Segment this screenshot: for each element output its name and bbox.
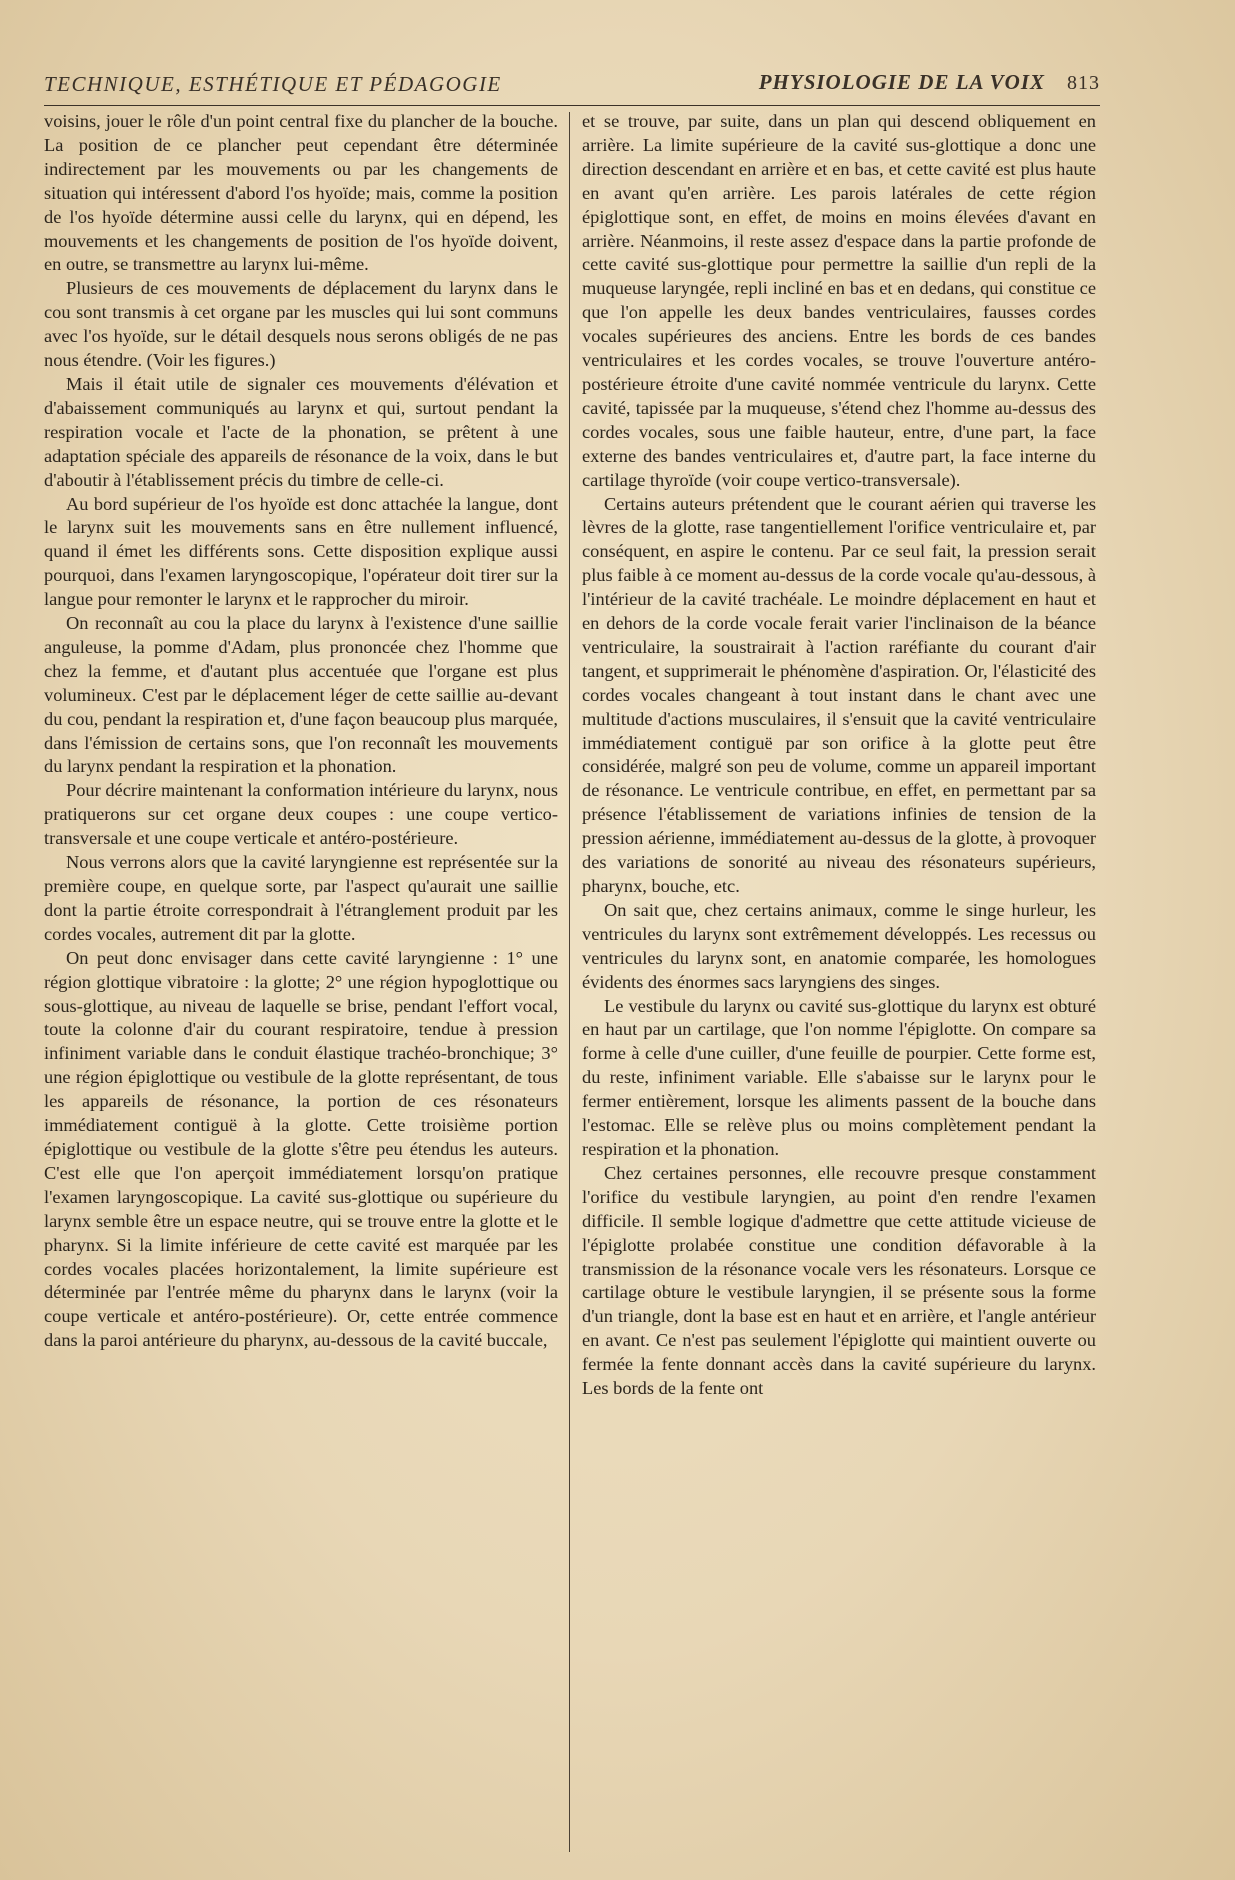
paragraph: Pour décrire maintenant la conformation intérieure du larynx, nous pratiquerons sur cet organe deux coupes : une coupe vertico-transversale et une coupe verticale et antéro-postérieure.	[44, 780, 558, 849]
paragraph: On peut donc envisager dans cette cavité laryngienne : 1° une région glottique vibratoire : la glotte; 2° une région hypoglottique ou sous-glottique, au niveau de laquelle se brise, pendant l'effort vocal, toute la colonne d'air du courant respiratoire, tendue à pression infiniment variable dans le conduit élastique trachéo-bronchique; 3° une région épiglottique ou vestibule de la glotte représentant, de tous les appareils de résonance, la portion de ces résonateurs immédiatement contiguë à la glotte. Cette troisième portion épiglottique ou vestibule de la glotte s'être peu étendus les auteurs. C'est elle que l'on aperçoit immédiatement lorsqu'on pratique l'examen laryngoscopique. La cavité sus-glottique ou supérieure du larynx semble être un espace neutre, qui se trouve entre la glotte et le pharynx. Si la limite inférieure de cette cavité est marquée par les cordes vocales placées horizontalement, la limite supérieure est déterminée par l'entrée même du pharynx dans le larynx (voir la coupe verticale et antéro-postérieure). Or, cette entrée commence dans la paroi antérieure du pharynx, au-dessous de la cavité buccale,	[44, 947, 558, 1351]
header-rule	[44, 105, 1100, 106]
paragraph: voisins, jouer le rôle d'un point central fixe du plancher de la bouche. La position de ce plancher peut cependant être déterminée indirectement par les mouvements ou par les changements de situation qui intéressent d'abord l'os hyoïde; mais, comme la position de l'os hyoïde détermine aussi celle du larynx, qui en dépend, les mouvements et les changements de position de l'os hyoïde doivent, en outre, se transmettre au larynx lui-même.	[44, 111, 558, 275]
paragraph: Au bord supérieur de l'os hyoïde est donc attachée la langue, dont le larynx suit les mouvements sans en être nullement influencé, quand il émet les différents sons. Cette disposition explique aussi pourquoi, dans l'examen laryngoscopique, l'opérateur doit tirer sur la langue pour remonter le larynx et le rapprocher du miroir.	[44, 493, 558, 610]
running-header	[44, 68, 1100, 102]
paragraph: On sait que, chez certains animaux, comme le singe hurleur, les ventricules du larynx sont extrêmement développés. Les recessus ou ventricules du larynx sont, en anatomie comparée, les homologues évidents des énormes sacs laryngiens des singes.	[582, 899, 1096, 992]
header-right	[759, 70, 1100, 95]
header-right-title: PHYSIOLOGIE DE LA VOIX	[758, 70, 1045, 94]
header-left-title: TECHNIQUE, ESTHÉTIQUE ET PÉDAGOGIE	[44, 72, 502, 96]
paragraph: Nous verrons alors que la cavité laryngienne est représentée sur la première coupe, en quelque sorte, par l'aspect qu'aurait une saillie dont la partie étroite correspondrait à l'étranglement produit par les cordes vocales, autrement dit par la glotte.	[44, 852, 558, 944]
paragraph: Certains auteurs prétendent que le courant aérien qui traverse les lèvres de la glotte, rase tangentiellement l'orifice ventriculaire et, par conséquent, en aspire le contenu. Par ce seul fait, la pression serait plus faible à ce moment au-dessus de la corde vocale qu'au-dessous, à l'intérieur de la cavité trachéale. Le moindre déplacement en haut et en dehors de la corde vocale ferait varier l'inclinaison de la béance ventriculaire, la soustrairait à l'action raréfiante du courant d'air tangent, et supprimerait le phénomène d'aspiration. Or, l'élasticité des cordes vocales changeant à tout instant dans le chant avec une multitude d'actions musculaires, il s'ensuit que la cavité ventriculaire immédiatement contiguë par son orifice à la glotte peut être considérée, malgré son peu de volume, comme un appareil important de résonance. Le ventricule contribue, en effet, en permettant par sa présence l'établissement de variations infinies de tension de la pression aérienne, immédiatement au-dessus de la glotte, à provoquer des variations de sonorité au niveau des résonateurs supérieurs, pharynx, bouche, etc.	[582, 493, 1096, 896]
column-divider	[569, 112, 570, 1852]
paragraph: Mais il était utile de signaler ces mouvements d'élévation et d'abaissement communiqués au larynx et qui, surtout pendant la respiration vocale et l'acte de la phonation, se prêtent à une adaptation spéciale des appareils de résonance de la voix, dans le but d'aboutir à l'établissement précis du timbre de celle-ci.	[44, 373, 558, 490]
paragraph: Le vestibule du larynx ou cavité sus-glottique du larynx est obturé en haut par un cartilage, que l'on nomme l'épiglotte. On compare sa forme à celle d'une cuiller, d'une feuille de pourpier. Cette forme est, du reste, infiniment variable. Elle s'abaisse sur le larynx pour le fermer entièrement, lorsque les aliments passent de la bouche dans l'estomac. Elle se relève plus ou moins complètement pendant la respiration et la phonation.	[582, 995, 1096, 1159]
paragraph: et se trouve, par suite, dans un plan qui descend obliquement en arrière. La limite supérieure de la cavité sus-glottique a donc une direction descendant en arrière et en bas, et cette cavité est plus haute en avant qu'en arrière. Les parois latérales de cette région épiglottique sont, en effet, de moins en moins élevées d'avant en arrière. Néanmoins, il reste assez d'espace dans la partie profonde de cette cavité sus-glottique pour permettre la saillie d'un repli de la muqueuse laryngée, repli incliné en bas et en dedans, qui constitue ce que l'on appelle les deux bandes ventriculaires, fausses cordes vocales supérieures des anciens. Entre les bords de ces bandes ventriculaires et les cordes vocales, se trouve l'ouverture antéro-postérieure étroite d'une cavité nommée ventricule du larynx. Cette cavité, tapissée par la muqueuse, s'étend chez l'homme au-dessus des cordes vocales, sous une faible hauteur, entre, d'une part, la face externe des bandes ventriculaires et, d'autre part, la face interne du cartilage thyroïde (voir coupe vertico-transversale).	[582, 111, 1096, 490]
right-column	[582, 110, 1096, 1401]
paragraph: Chez certaines personnes, elle recouvre presque constamment l'orifice du vestibule laryngien, au point d'en rendre l'examen difficile. Il semble logique d'admettre que cette attitude vicieuse de l'épiglotte prolabée constitue une condition défavorable à la transmission de la résonance vocale vers les résonateurs. Lorsque ce cartilage obture le vestibule laryngien, il se présente sous la forme d'un triangle, dont la base est en haut et en arrière, et l'angle antérieur en avant. Ce n'est pas seulement l'épiglotte qui maintient ouverte ou fermée la fente donnant accès dans la cavité supérieure du larynx. Les bords de la fente ont	[582, 1162, 1096, 1399]
page-number: 813	[1067, 72, 1100, 94]
left-column	[44, 110, 558, 1353]
paragraph: On reconnaît au cou la place du larynx à l'existence d'une saillie anguleuse, la pomme d'Adam, plus prononcée chez l'homme que chez la femme, et d'autant plus accentuée que l'organe est plus volumineux. C'est par le déplacement léger de cette saillie au-devant du cou, pendant la respiration et, d'une façon beaucoup plus marquée, dans l'émission de certains sons, que l'on reconnaît les mouvements du larynx pendant la respiration et la phonation.	[44, 613, 558, 777]
paragraph: Plusieurs de ces mouvements de déplacement du larynx dans le cou sont transmis à cet organe par les muscles qui lui sont communs avec l'os hyoïde, sur le détail desquels nous serons obligés de ne pas nous étendre. (Voir les figures.)	[44, 278, 558, 371]
